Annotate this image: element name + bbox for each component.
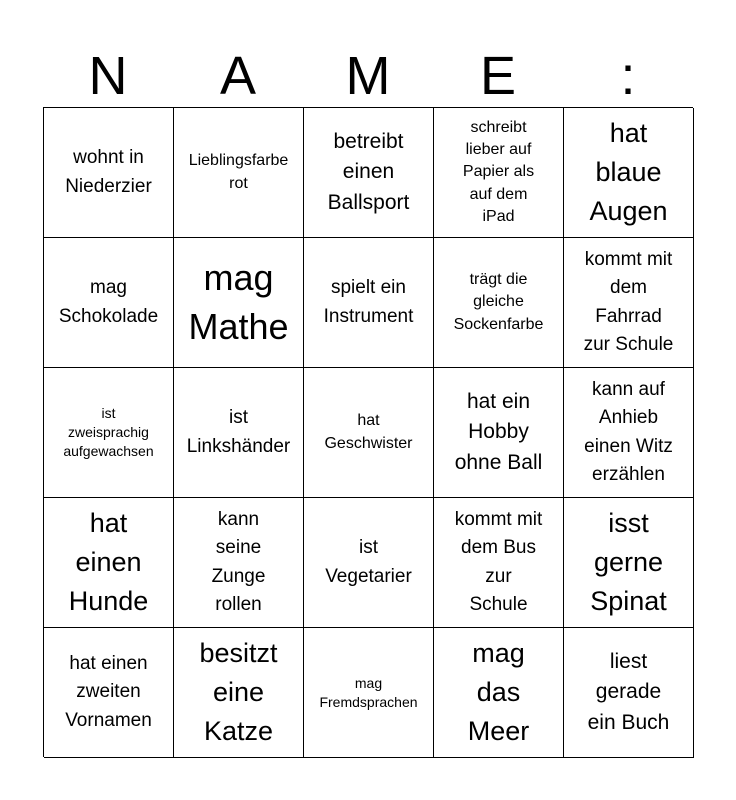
header-letter-n: N (88, 46, 128, 106)
bingo-cell-r5c4[interactable] (434, 628, 564, 758)
bingo-cell-text: mag das Meer (467, 637, 530, 747)
bingo-cell-text: ist Vegetarier (325, 537, 412, 587)
bingo-cell-text: isst gerne Spinat (590, 507, 667, 617)
bingo-cell-r1c5[interactable] (564, 108, 694, 238)
bingo-cell-r4c4[interactable] (434, 498, 564, 628)
bingo-cell-r5c2[interactable] (174, 628, 304, 758)
bingo-cell-text: trägt die gleiche Sockenfarbe (453, 270, 544, 333)
bingo-cell-r3c1[interactable] (44, 368, 174, 498)
bingo-cell-text: mag Mathe (188, 256, 289, 347)
bingo-cell-r4c5[interactable] (564, 498, 694, 628)
header-letter-e: E (479, 46, 517, 106)
bingo-cell-r3c4[interactable] (434, 368, 564, 498)
header-letter-colon: : (620, 46, 636, 106)
bingo-cell-text: hat Geschwister (324, 412, 413, 452)
bingo-cell-r3c3[interactable] (304, 368, 434, 498)
bingo-cell-r2c2[interactable] (174, 238, 304, 368)
bingo-cell-r1c4[interactable] (434, 108, 564, 238)
bingo-cell-text: hat einen Hunde (68, 507, 149, 617)
bingo-cell-r4c3[interactable] (304, 498, 434, 628)
bingo-cell-text: hat blaue Augen (589, 117, 668, 227)
bingo-cell-r5c1[interactable] (44, 628, 174, 758)
bingo-cell-text: schreibt lieber auf Papier als auf dem iPad (462, 118, 535, 226)
bingo-cell-text: kann auf Anhieb einen Witz erzählen (584, 378, 673, 485)
bingo-cell-r2c3[interactable] (304, 238, 434, 368)
bingo-grid (43, 107, 693, 757)
header-letter-m: M (345, 46, 391, 106)
bingo-cell-r4c2[interactable] (174, 498, 304, 628)
bingo-cell-r1c2[interactable] (174, 108, 304, 238)
bingo-cell-text: kann seine Zunge rollen (211, 508, 266, 615)
bingo-cell-r3c2[interactable] (174, 368, 304, 498)
bingo-cell-r5c5[interactable] (564, 628, 694, 758)
header-letter-a: A (219, 46, 257, 106)
bingo-cell-r2c4[interactable] (434, 238, 564, 368)
bingo-cell-r2c1[interactable] (44, 238, 174, 368)
bingo-cell-r4c1[interactable] (44, 498, 174, 628)
bingo-cell-text: ist Linkshänder (186, 407, 291, 457)
bingo-cell-text: mag Schokolade (58, 277, 159, 327)
name-header (43, 44, 693, 108)
bingo-cell-text: kommt mit dem Bus zur Schule (454, 508, 543, 615)
bingo-cell-text: hat ein Hobby ohne Ball (454, 389, 543, 474)
bingo-cell-text: wohnt in Niederzier (65, 147, 152, 197)
bingo-cell-text: Lieblingsfarbe rot (188, 152, 289, 192)
bingo-cell-r5c3[interactable] (304, 628, 434, 758)
bingo-cell-r1c3[interactable] (304, 108, 434, 238)
bingo-cell-r3c5[interactable] (564, 368, 694, 498)
bingo-cell-text: betreibt einen Ballsport (327, 129, 410, 214)
bingo-cell-text: spielt ein Instrument (323, 277, 414, 327)
bingo-cell-text: kommt mit dem Fahrrad zur Schule (583, 248, 674, 355)
bingo-cell-r2c5[interactable] (564, 238, 694, 368)
bingo-cell-text: besitzt eine Katze (199, 637, 278, 747)
bingo-cell-text: liest gerade ein Buch (587, 649, 670, 734)
bingo-cell-text: ist zweisprachig aufgewachsen (63, 405, 154, 459)
bingo-cell-text: hat einen zweiten Vornamen (65, 652, 152, 731)
bingo-cell-text: mag Fremdsprachen (319, 674, 418, 710)
bingo-cell-r1c1[interactable] (44, 108, 174, 238)
